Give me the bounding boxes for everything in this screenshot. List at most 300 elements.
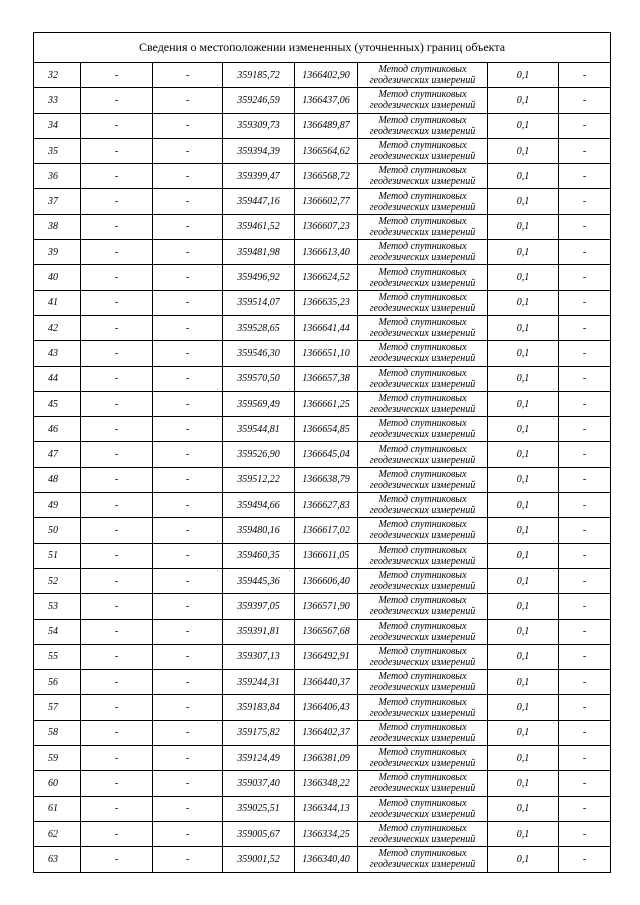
method-cell xyxy=(358,189,488,214)
method-cell xyxy=(358,543,488,568)
marker-description-cell: - xyxy=(559,240,611,265)
method-line-1: Метод спутниковых xyxy=(378,696,467,708)
table-row xyxy=(34,594,611,619)
y-coordinate-cell: 1366661,25 xyxy=(295,391,358,416)
accuracy-cell: 0,1 xyxy=(488,670,559,695)
method-cell xyxy=(358,847,488,872)
empty-x-old-cell: - xyxy=(81,442,153,467)
table-row xyxy=(34,240,611,265)
method-line-2: геодезических измерений xyxy=(369,530,476,542)
method-line-1: Метод спутниковых xyxy=(378,468,467,480)
table-row xyxy=(34,543,611,568)
empty-x-old-cell: - xyxy=(81,315,153,340)
accuracy-cell: 0,1 xyxy=(488,796,559,821)
empty-y-old-cell: - xyxy=(153,670,223,695)
table-row xyxy=(34,720,611,745)
empty-x-old-cell: - xyxy=(81,619,153,644)
y-coordinate-cell: 1366440,37 xyxy=(295,670,358,695)
empty-x-old-cell: - xyxy=(81,821,153,846)
point-number-cell: 54 xyxy=(34,619,81,644)
marker-description-cell: - xyxy=(559,644,611,669)
table-row xyxy=(34,63,611,88)
x-coordinate-cell: 359460,35 xyxy=(223,543,295,568)
table-row xyxy=(34,518,611,543)
accuracy-cell: 0,1 xyxy=(488,695,559,720)
table-row xyxy=(34,164,611,189)
empty-y-old-cell: - xyxy=(153,63,223,88)
accuracy-cell: 0,1 xyxy=(488,290,559,315)
marker-description-cell: - xyxy=(559,695,611,720)
y-coordinate-cell: 1366645,04 xyxy=(295,442,358,467)
empty-y-old-cell: - xyxy=(153,240,223,265)
method-line-1: Метод спутниковых xyxy=(378,595,467,607)
table-row xyxy=(34,290,611,315)
empty-y-old-cell: - xyxy=(153,518,223,543)
method-line-1: Метод спутниковых xyxy=(378,140,467,152)
method-line-2: геодезических измерений xyxy=(369,606,476,618)
accuracy-cell: 0,1 xyxy=(488,543,559,568)
empty-x-old-cell: - xyxy=(81,290,153,315)
marker-description-cell: - xyxy=(559,214,611,239)
point-number-cell: 43 xyxy=(34,341,81,366)
marker-description-cell: - xyxy=(559,88,611,113)
point-number-cell: 61 xyxy=(34,796,81,821)
y-coordinate-cell: 1366641,44 xyxy=(295,315,358,340)
y-coordinate-cell: 1366611,05 xyxy=(295,543,358,568)
marker-description-cell: - xyxy=(559,720,611,745)
empty-x-old-cell: - xyxy=(81,88,153,113)
point-number-cell: 56 xyxy=(34,670,81,695)
y-coordinate-cell: 1366492,91 xyxy=(295,644,358,669)
y-coordinate-cell: 1366406,43 xyxy=(295,695,358,720)
marker-description-cell: - xyxy=(559,189,611,214)
method-cell xyxy=(358,315,488,340)
empty-y-old-cell: - xyxy=(153,821,223,846)
accuracy-cell: 0,1 xyxy=(488,240,559,265)
method-line-1: Метод спутниковых xyxy=(378,645,467,657)
point-number-cell: 60 xyxy=(34,771,81,796)
point-number-cell: 48 xyxy=(34,467,81,492)
method-cell xyxy=(358,670,488,695)
method-cell xyxy=(358,63,488,88)
empty-y-old-cell: - xyxy=(153,391,223,416)
empty-x-old-cell: - xyxy=(81,568,153,593)
point-number-cell: 36 xyxy=(34,164,81,189)
point-number-cell: 53 xyxy=(34,594,81,619)
empty-y-old-cell: - xyxy=(153,164,223,189)
y-coordinate-cell: 1366627,83 xyxy=(295,493,358,518)
marker-description-cell: - xyxy=(559,594,611,619)
accuracy-cell: 0,1 xyxy=(488,265,559,290)
method-line-2: геодезических измерений xyxy=(369,429,476,441)
y-coordinate-cell: 1366654,85 xyxy=(295,417,358,442)
empty-x-old-cell: - xyxy=(81,164,153,189)
table-row xyxy=(34,315,611,340)
marker-description-cell: - xyxy=(559,164,611,189)
empty-x-old-cell: - xyxy=(81,138,153,163)
empty-y-old-cell: - xyxy=(153,720,223,745)
accuracy-cell: 0,1 xyxy=(488,493,559,518)
x-coordinate-cell: 359546,30 xyxy=(223,341,295,366)
empty-y-old-cell: - xyxy=(153,594,223,619)
accuracy-cell: 0,1 xyxy=(488,442,559,467)
empty-y-old-cell: - xyxy=(153,771,223,796)
empty-y-old-cell: - xyxy=(153,847,223,872)
empty-y-old-cell: - xyxy=(153,644,223,669)
method-cell xyxy=(358,265,488,290)
point-number-cell: 51 xyxy=(34,543,81,568)
y-coordinate-cell: 1366334,25 xyxy=(295,821,358,846)
marker-description-cell: - xyxy=(559,543,611,568)
point-number-cell: 33 xyxy=(34,88,81,113)
x-coordinate-cell: 359244,31 xyxy=(223,670,295,695)
y-coordinate-cell: 1366489,87 xyxy=(295,113,358,138)
method-cell xyxy=(358,720,488,745)
y-coordinate-cell: 1366340,40 xyxy=(295,847,358,872)
marker-description-cell: - xyxy=(559,391,611,416)
method-cell xyxy=(358,164,488,189)
accuracy-cell: 0,1 xyxy=(488,391,559,416)
accuracy-cell: 0,1 xyxy=(488,619,559,644)
method-line-2: геодезических измерений xyxy=(369,581,476,593)
method-line-2: геодезических измерений xyxy=(369,404,476,415)
method-cell xyxy=(358,746,488,771)
point-number-cell: 34 xyxy=(34,113,81,138)
table-row xyxy=(34,88,611,113)
method-line-1: Метод спутниковых xyxy=(378,443,467,455)
coordinates-table xyxy=(33,32,611,873)
method-cell xyxy=(358,366,488,391)
x-coordinate-cell: 359494,66 xyxy=(223,493,295,518)
table-row xyxy=(34,189,611,214)
accuracy-cell: 0,1 xyxy=(488,746,559,771)
table-row xyxy=(34,113,611,138)
table-row xyxy=(34,265,611,290)
accuracy-cell: 0,1 xyxy=(488,467,559,492)
marker-description-cell: - xyxy=(559,63,611,88)
empty-y-old-cell: - xyxy=(153,290,223,315)
table-row xyxy=(34,619,611,644)
y-coordinate-cell: 1366638,79 xyxy=(295,467,358,492)
point-number-cell: 52 xyxy=(34,568,81,593)
method-line-1: Метод спутниковых xyxy=(378,848,467,860)
marker-description-cell: - xyxy=(559,138,611,163)
marker-description-cell: - xyxy=(559,290,611,315)
method-line-1: Метод спутниковых xyxy=(378,772,467,784)
x-coordinate-cell: 359569,49 xyxy=(223,391,295,416)
accuracy-cell: 0,1 xyxy=(488,164,559,189)
table-row xyxy=(34,746,611,771)
empty-y-old-cell: - xyxy=(153,214,223,239)
empty-x-old-cell: - xyxy=(81,695,153,720)
marker-description-cell: - xyxy=(559,821,611,846)
marker-description-cell: - xyxy=(559,670,611,695)
empty-x-old-cell: - xyxy=(81,771,153,796)
x-coordinate-cell: 359246,59 xyxy=(223,88,295,113)
method-line-2: геодезических измерений xyxy=(369,656,476,668)
method-cell xyxy=(358,391,488,416)
empty-y-old-cell: - xyxy=(153,189,223,214)
method-line-1: Метод спутниковых xyxy=(378,367,467,379)
accuracy-cell: 0,1 xyxy=(488,366,559,391)
y-coordinate-cell: 1366567,68 xyxy=(295,619,358,644)
method-line-1: Метод спутниковых xyxy=(378,494,467,506)
marker-description-cell: - xyxy=(559,771,611,796)
method-cell xyxy=(358,214,488,239)
y-coordinate-cell: 1366437,06 xyxy=(295,88,358,113)
method-cell xyxy=(358,796,488,821)
empty-y-old-cell: - xyxy=(153,315,223,340)
method-cell xyxy=(358,695,488,720)
y-coordinate-cell: 1366344,13 xyxy=(295,796,358,821)
accuracy-cell: 0,1 xyxy=(488,771,559,796)
point-number-cell: 55 xyxy=(34,644,81,669)
point-number-cell: 57 xyxy=(34,695,81,720)
empty-y-old-cell: - xyxy=(153,796,223,821)
table-row xyxy=(34,366,611,391)
method-line-1: Метод спутниковых xyxy=(378,190,467,202)
method-line-2: геодезических измерений xyxy=(369,783,476,795)
method-cell xyxy=(358,594,488,619)
x-coordinate-cell: 359037,40 xyxy=(223,771,295,796)
coordinates-rows xyxy=(34,63,611,873)
method-cell xyxy=(358,644,488,669)
table-row xyxy=(34,821,611,846)
method-line-1: Метод спутниковых xyxy=(378,393,467,404)
point-number-cell: 58 xyxy=(34,720,81,745)
x-coordinate-cell: 359124,49 xyxy=(223,746,295,771)
method-line-1: Метод спутниковых xyxy=(378,747,467,759)
point-number-cell: 38 xyxy=(34,214,81,239)
empty-y-old-cell: - xyxy=(153,138,223,163)
table-row xyxy=(34,417,611,442)
x-coordinate-cell: 359496,92 xyxy=(223,265,295,290)
table-row xyxy=(34,670,611,695)
empty-y-old-cell: - xyxy=(153,619,223,644)
x-coordinate-cell: 359544,81 xyxy=(223,417,295,442)
y-coordinate-cell: 1366651,10 xyxy=(295,341,358,366)
empty-y-old-cell: - xyxy=(153,265,223,290)
empty-x-old-cell: - xyxy=(81,265,153,290)
x-coordinate-cell: 359025,51 xyxy=(223,796,295,821)
method-cell xyxy=(358,518,488,543)
marker-description-cell: - xyxy=(559,796,611,821)
method-cell xyxy=(358,619,488,644)
y-coordinate-cell: 1366602,77 xyxy=(295,189,358,214)
marker-description-cell: - xyxy=(559,467,611,492)
marker-description-cell: - xyxy=(559,366,611,391)
empty-y-old-cell: - xyxy=(153,417,223,442)
point-number-cell: 42 xyxy=(34,315,81,340)
y-coordinate-cell: 1366402,37 xyxy=(295,720,358,745)
marker-description-cell: - xyxy=(559,518,611,543)
empty-x-old-cell: - xyxy=(81,746,153,771)
point-number-cell: 46 xyxy=(34,417,81,442)
method-cell xyxy=(358,113,488,138)
accuracy-cell: 0,1 xyxy=(488,113,559,138)
method-line-2: геодезических измерений xyxy=(369,75,476,87)
table-row xyxy=(34,214,611,239)
x-coordinate-cell: 359391,81 xyxy=(223,619,295,644)
x-coordinate-cell: 359001,52 xyxy=(223,847,295,872)
method-line-1: Метод спутниковых xyxy=(378,823,467,835)
method-line-1: Метод спутниковых xyxy=(378,342,467,354)
method-cell xyxy=(358,341,488,366)
empty-x-old-cell: - xyxy=(81,214,153,239)
x-coordinate-cell: 359514,07 xyxy=(223,290,295,315)
method-line-1: Метод спутниковых xyxy=(378,544,467,556)
x-coordinate-cell: 359461,52 xyxy=(223,214,295,239)
table-row xyxy=(34,341,611,366)
method-line-2: геодезических измерений xyxy=(369,682,476,694)
marker-description-cell: - xyxy=(559,341,611,366)
point-number-cell: 44 xyxy=(34,366,81,391)
y-coordinate-cell: 1366381,09 xyxy=(295,746,358,771)
method-line-1: Метод спутниковых xyxy=(378,721,467,733)
x-coordinate-cell: 359447,16 xyxy=(223,189,295,214)
empty-x-old-cell: - xyxy=(81,644,153,669)
method-line-2: геодезических измерений xyxy=(369,631,476,643)
method-line-1: Метод спутниковых xyxy=(378,317,467,329)
method-line-2: геодезических измерений xyxy=(369,378,476,390)
x-coordinate-cell: 359185,72 xyxy=(223,63,295,88)
point-number-cell: 62 xyxy=(34,821,81,846)
y-coordinate-cell: 1366348,22 xyxy=(295,771,358,796)
table-row xyxy=(34,442,611,467)
method-line-2: геодезических измерений xyxy=(369,328,476,340)
table-row xyxy=(34,644,611,669)
method-line-1: Метод спутниковых xyxy=(378,519,467,531)
method-line-2: геодезических измерений xyxy=(369,277,476,289)
point-number-cell: 63 xyxy=(34,847,81,872)
method-line-2: геодезических измерений xyxy=(369,758,476,770)
method-line-2: геодезических измерений xyxy=(369,808,476,820)
point-number-cell: 41 xyxy=(34,290,81,315)
marker-description-cell: - xyxy=(559,417,611,442)
method-line-1: Метод спутниковых xyxy=(378,291,467,303)
method-cell xyxy=(358,417,488,442)
empty-y-old-cell: - xyxy=(153,543,223,568)
empty-y-old-cell: - xyxy=(153,746,223,771)
marker-description-cell: - xyxy=(559,619,611,644)
method-line-2: геодезических измерений xyxy=(369,834,476,846)
accuracy-cell: 0,1 xyxy=(488,644,559,669)
empty-x-old-cell: - xyxy=(81,391,153,416)
empty-y-old-cell: - xyxy=(153,341,223,366)
accuracy-cell: 0,1 xyxy=(488,847,559,872)
method-line-1: Метод спутниковых xyxy=(378,215,467,227)
x-coordinate-cell: 359307,13 xyxy=(223,644,295,669)
y-coordinate-cell: 1366571,90 xyxy=(295,594,358,619)
marker-description-cell: - xyxy=(559,442,611,467)
point-number-cell: 40 xyxy=(34,265,81,290)
empty-x-old-cell: - xyxy=(81,63,153,88)
empty-x-old-cell: - xyxy=(81,240,153,265)
accuracy-cell: 0,1 xyxy=(488,720,559,745)
x-coordinate-cell: 359397,05 xyxy=(223,594,295,619)
method-line-2: геодезических измерений xyxy=(369,479,476,491)
x-coordinate-cell: 359512,22 xyxy=(223,467,295,492)
marker-description-cell: - xyxy=(559,265,611,290)
marker-description-cell: - xyxy=(559,746,611,771)
empty-y-old-cell: - xyxy=(153,366,223,391)
point-number-cell: 50 xyxy=(34,518,81,543)
empty-x-old-cell: - xyxy=(81,796,153,821)
method-line-2: геодезических измерений xyxy=(369,252,476,264)
table-row xyxy=(34,138,611,163)
table-title: Сведения о местоположении измененных (уточненных) границ объекта xyxy=(34,33,611,63)
x-coordinate-cell: 359526,90 xyxy=(223,442,295,467)
method-cell xyxy=(358,568,488,593)
x-coordinate-cell: 359399,47 xyxy=(223,164,295,189)
x-coordinate-cell: 359480,16 xyxy=(223,518,295,543)
empty-y-old-cell: - xyxy=(153,568,223,593)
method-line-2: геодезических измерений xyxy=(369,226,476,238)
accuracy-cell: 0,1 xyxy=(488,417,559,442)
table-row xyxy=(34,493,611,518)
method-line-1: Метод спутниковых xyxy=(378,89,467,101)
empty-x-old-cell: - xyxy=(81,417,153,442)
x-coordinate-cell: 359183,84 xyxy=(223,695,295,720)
method-line-1: Метод спутниковых xyxy=(378,266,467,278)
y-coordinate-cell: 1366607,23 xyxy=(295,214,358,239)
table-row xyxy=(34,695,611,720)
point-number-cell: 37 xyxy=(34,189,81,214)
method-line-1: Метод спутниковых xyxy=(378,418,467,430)
x-coordinate-cell: 359445,36 xyxy=(223,568,295,593)
method-line-1: Метод спутниковых xyxy=(378,797,467,809)
method-line-2: геодезических измерений xyxy=(369,201,476,213)
empty-x-old-cell: - xyxy=(81,189,153,214)
accuracy-cell: 0,1 xyxy=(488,214,559,239)
boundary-coordinates-sheet xyxy=(33,32,610,873)
marker-description-cell: - xyxy=(559,113,611,138)
marker-description-cell: - xyxy=(559,568,611,593)
accuracy-cell: 0,1 xyxy=(488,594,559,619)
method-cell xyxy=(358,771,488,796)
marker-description-cell: - xyxy=(559,315,611,340)
y-coordinate-cell: 1366657,38 xyxy=(295,366,358,391)
accuracy-cell: 0,1 xyxy=(488,189,559,214)
table-row xyxy=(34,847,611,872)
empty-x-old-cell: - xyxy=(81,518,153,543)
marker-description-cell: - xyxy=(559,493,611,518)
empty-y-old-cell: - xyxy=(153,695,223,720)
point-number-cell: 39 xyxy=(34,240,81,265)
x-coordinate-cell: 359481,98 xyxy=(223,240,295,265)
empty-x-old-cell: - xyxy=(81,594,153,619)
accuracy-cell: 0,1 xyxy=(488,821,559,846)
method-line-2: геодезических измерений xyxy=(369,505,476,517)
empty-y-old-cell: - xyxy=(153,88,223,113)
accuracy-cell: 0,1 xyxy=(488,518,559,543)
point-number-cell: 47 xyxy=(34,442,81,467)
x-coordinate-cell: 359394,39 xyxy=(223,138,295,163)
method-line-2: геодезических измерений xyxy=(369,859,476,871)
table-row xyxy=(34,467,611,492)
method-cell xyxy=(358,442,488,467)
accuracy-cell: 0,1 xyxy=(488,315,559,340)
method-line-1: Метод спутниковых xyxy=(378,241,467,253)
method-line-2: геодезических измерений xyxy=(369,454,476,466)
method-line-1: Метод спутниковых xyxy=(378,620,467,632)
method-line-2: геодезических измерений xyxy=(369,125,476,137)
method-line-2: геодезических измерений xyxy=(369,732,476,744)
empty-x-old-cell: - xyxy=(81,493,153,518)
method-line-1: Метод спутниковых xyxy=(378,165,467,177)
x-coordinate-cell: 359175,82 xyxy=(223,720,295,745)
method-cell xyxy=(358,138,488,163)
